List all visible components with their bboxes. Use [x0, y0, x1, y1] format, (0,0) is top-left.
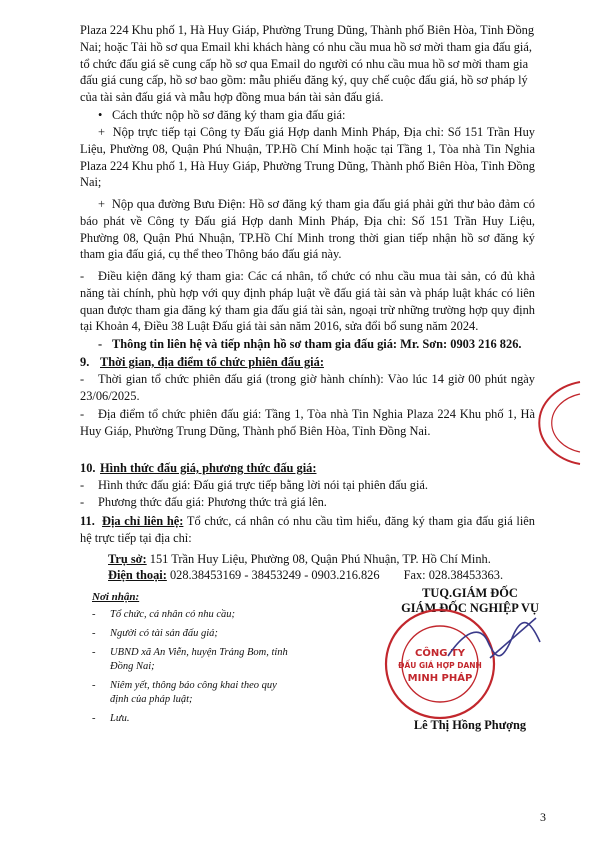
section-10-title: Hình thức đấu giá, phương thức đấu giá: — [100, 461, 317, 475]
page-number: 3 — [540, 810, 546, 824]
submit-post: + Nộp qua đường Bưu Điện: Hồ sơ đăng ký tham gia đấu giá phải gửi thư bảo đảm có báo phát về Công ty Đấu giá Hợp danh Minh Pháp, Địa chỉ: Số 151 Trần Huy Liệu, Phường 08, Quận Phú Nhuận, TP.Hồ Chí Minh trong thời gian tiếp nhận hồ sơ đăng ký tham gia đấu giá, cụ thể theo Thông báo đấu giá này. — [80, 197, 535, 262]
hq-label: Trụ sở: — [108, 551, 147, 566]
list-item: - Tổ chức, cá nhân có nhu cầu; — [92, 609, 235, 620]
recipients-list: Nơi nhận: - Tổ chức, cá nhân có nhu cầu; - Người có tài sản đấu giá; - UBND xã An Viễn, huyện Trảng Bom, tỉnh Đồng Nai; - Niêm yết, thông báo công khai theo quy định của pháp luật; - Lưu. — [92, 590, 292, 726]
signer-name: Lê Thị Hồng Phượng — [413, 718, 527, 732]
section-9-title: Thời gian, địa điểm tổ chức phiên đấu giá: — [100, 355, 324, 369]
stamp-line-2: ĐẤU GIÁ HỢP DANH — [398, 661, 482, 670]
section-11: 11. Địa chỉ liên hệ: Tổ chức, cá nhân có nhu cầu tìm hiểu, đăng ký tham gia đấu giá liên hệ trực tiếp tại địa chỉ: Trụ sở: 151 Trần Huy Liệu, Phường 08, Quận Phú Nhuận, TP. Hồ Chí Minh. Điện thoại: 028.38453169 - 38453249 - 0903.216.826 Fax: 028.38453363. — [80, 514, 535, 583]
handwritten-signature — [440, 612, 550, 672]
submit-direct: + Nộp trực tiếp tại Công ty Đấu giá Hợp danh Minh Pháp, Địa chỉ: Số 151 Trần Huy Liệu, Phường 08, Quận Phú Nhuận, TP.Hồ Chí Minh hoặc tại Tầng 1, Tòa nhà Tin Nghia Plaza 224 Khu phố 1, Hà Huy Giáp, Phường Trung Dũng, Thành phố Biên Hòa, Tỉnh Đồng Nai; — [80, 125, 535, 190]
signature-title: TUQ.GIÁM ĐỐC GIÁM ĐỐC NGHIỆP VỤ — [401, 586, 539, 615]
list-item: - Niêm yết, thông báo công khai theo quy định của pháp luật; — [92, 680, 277, 705]
phone-label: Điện thoại: — [108, 568, 167, 583]
section-11-title: Địa chỉ liên hệ: — [102, 514, 184, 528]
section-10: 10. Hình thức đấu giá, phương thức đấu giá: - Hình thức đấu giá: Đấu giá trực tiếp bằng lời nói tại phiên đấu giá. - Phương thức đấu giá: Phương thức trả giá lên. — [80, 461, 429, 509]
stamp-line-1: CÔNG TY — [415, 648, 465, 659]
paragraph-document-collection: Plaza 224 Khu phố 1, Hà Huy Giáp, Phường Trung Dũng, Thành phố Biên Hòa, Tỉnh Đồng Nai; hoặc Tải hồ sơ qua Email khi khách hàng có nhu cầu mua hồ sơ mời tham gia đấu giá, tổ chức đấu giá sẽ cung cấp hồ sơ qua Email do người có nhu cầu mua hồ sơ mời tham gia đấu giá cung cấp, hồ sơ bao gồm: mẫu phiếu đăng ký, quy chế cuộc đấu giá, hồ sơ pháp lý của tài sản đấu giá và mẫu hợp đồng mua bán tài sản đấu giá. — [80, 23, 535, 105]
stamp-line-3: MINH PHÁP — [407, 673, 473, 684]
contact-info: - Thông tin liên hệ và tiếp nhận hồ sơ tham gia đấu giá: Mr. Sơn: 0903 216 826. — [98, 337, 522, 351]
registration-conditions: - Điều kiện đăng ký tham gia: Các cá nhân, tổ chức có nhu cầu mua tài sản, có đủ khả năng tài chính, phù hợp với quy định pháp luật về đấu giá tài sản và pháp luật khác có liên quan được tham gia đăng ký tham gia đấu giá tài sản, ngoại trừ những trường hợp quy định tại Khoản 4, Điều 38 Luật Đấu giá tài sản năm 2016, sửa đổi bổ sung năm 2024. — [80, 269, 535, 334]
list-item: - UBND xã An Viễn, huyện Trảng Bom, tỉnh Đồng Nai; — [92, 647, 288, 672]
fax-number: Fax: 028.38453363. — [403, 568, 504, 583]
list-item: - Người có tài sản đấu giá; — [92, 628, 218, 639]
seam-stamp — [524, 378, 584, 468]
list-item: - Lưu. — [92, 713, 130, 724]
submit-method-title: • Cách thức nộp hồ sơ đăng ký tham gia đấu giá: — [98, 108, 346, 122]
section-9: 9. Thời gian, địa điểm tổ chức phiên đấu giá: - Thời gian tổ chức phiên đấu giá (trong giờ hành chính): Vào lúc 14 giờ 00 phút ngày 23/06/2025. - Địa điểm tổ chức phiên đấu giá: Tầng 1, Tòa nhà Tin Nghia Plaza 224 Khu phố 1, Hà Huy Giáp, Phường Trung Dũng, Thành phố Biên Hòa, Tỉnh Đồng Nai. — [80, 355, 535, 439]
